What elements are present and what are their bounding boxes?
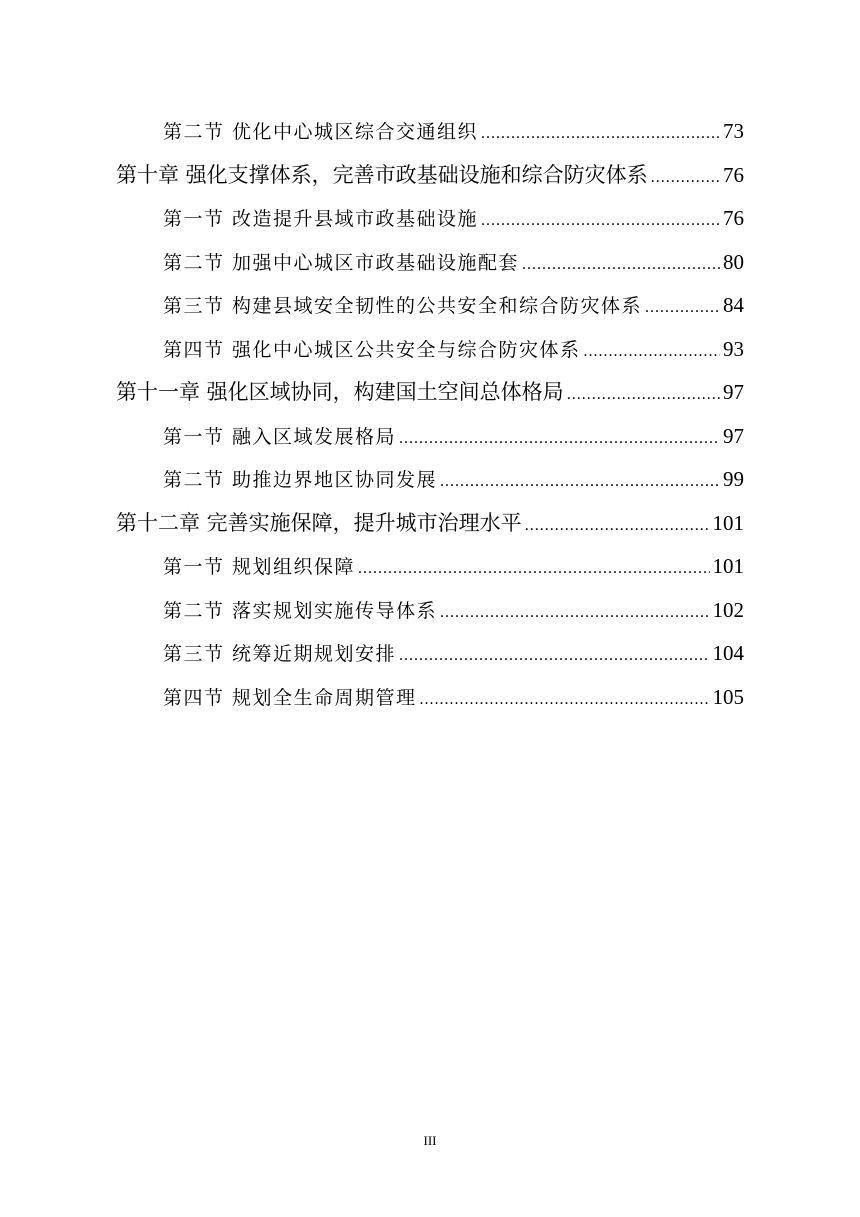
- toc-entry-page: 105: [712, 684, 744, 709]
- toc-entry[interactable]: [0, 415, 860, 459]
- toc-entry-page: 97: [723, 380, 744, 404]
- toc-entry-page: 76: [723, 206, 744, 230]
- toc-entry-page: 99: [723, 467, 744, 491]
- toc-chapter-entry[interactable]: [0, 154, 860, 198]
- toc-entry[interactable]: [0, 241, 860, 285]
- dot-leader: [420, 678, 710, 722]
- toc-entry-title: 第三节 统筹近期规划安排: [163, 643, 397, 665]
- toc-entry-title: 第十二章 完善实施保障，提升城市治理水平: [116, 510, 522, 535]
- dot-leader: [567, 373, 720, 417]
- toc-entry-title: 第二节 落实规划实施传导体系: [163, 599, 438, 622]
- dot-leader: [584, 330, 720, 374]
- dot-leader: [481, 199, 720, 243]
- toc-entry-page: 76: [723, 162, 744, 187]
- toc-entry-page: 97: [723, 423, 744, 448]
- dot-leader: [525, 504, 710, 548]
- toc-entry-title: 第二节 优化中心城区综合交通组织: [163, 121, 479, 143]
- toc-entry[interactable]: [0, 110, 860, 154]
- toc-entry-page: 80: [723, 249, 744, 274]
- toc-chapter-entry[interactable]: [0, 502, 860, 546]
- toc-chapter-entry[interactable]: [0, 371, 860, 415]
- toc-entry-page: 101: [712, 510, 744, 535]
- toc-entry[interactable]: [0, 458, 860, 502]
- toc-entry-title: 第一节 规划组织保障: [163, 556, 356, 578]
- toc-entry-title: 第十一章 强化区域协同，构建国土空间总体格局: [116, 380, 564, 404]
- toc-entry-page: 101: [712, 554, 744, 578]
- toc-entry-page: 102: [712, 597, 744, 622]
- toc-entry-title: 第一节 融入区域发展格局: [163, 425, 397, 448]
- dot-leader: [399, 634, 709, 678]
- dot-leader: [358, 547, 709, 591]
- toc-entry-title: 第一节 改造提升县域市政基础设施: [163, 208, 479, 230]
- toc-entry-title: 第二节 加强中心城区市政基础设施配套: [163, 251, 520, 274]
- toc-entry[interactable]: [0, 589, 860, 633]
- toc-entry-title: 第四节 规划全生命周期管理: [163, 686, 417, 709]
- dot-leader: [440, 591, 709, 635]
- toc-entry-page: 104: [712, 641, 744, 665]
- dot-leader: [651, 156, 720, 200]
- table-of-contents: [0, 110, 860, 719]
- toc-entry[interactable]: [0, 328, 860, 372]
- dot-leader: [440, 460, 720, 504]
- toc-entry[interactable]: [0, 284, 860, 328]
- toc-entry[interactable]: [0, 676, 860, 720]
- toc-entry[interactable]: [0, 545, 860, 589]
- toc-entry-page: 84: [723, 293, 744, 317]
- dot-leader: [481, 112, 720, 156]
- toc-entry-page: 73: [723, 119, 744, 143]
- dot-leader: [645, 286, 720, 330]
- toc-entry-title: 第十章 强化支撑体系，完善市政基础设施和综合防灾体系: [116, 162, 648, 187]
- dot-leader: [399, 417, 720, 461]
- toc-entry-page: 93: [723, 336, 744, 361]
- toc-entry[interactable]: [0, 197, 860, 241]
- dot-leader: [522, 243, 720, 287]
- toc-entry[interactable]: [0, 632, 860, 676]
- toc-entry-title: 第四节 强化中心城区公共安全与综合防灾体系: [163, 338, 581, 361]
- page-number: III: [423, 1133, 437, 1148]
- toc-entry-title: 第二节 助推边界地区协同发展: [163, 469, 438, 491]
- toc-entry-title: 第三节 构建县域安全韧性的公共安全和综合防灾体系: [163, 295, 643, 317]
